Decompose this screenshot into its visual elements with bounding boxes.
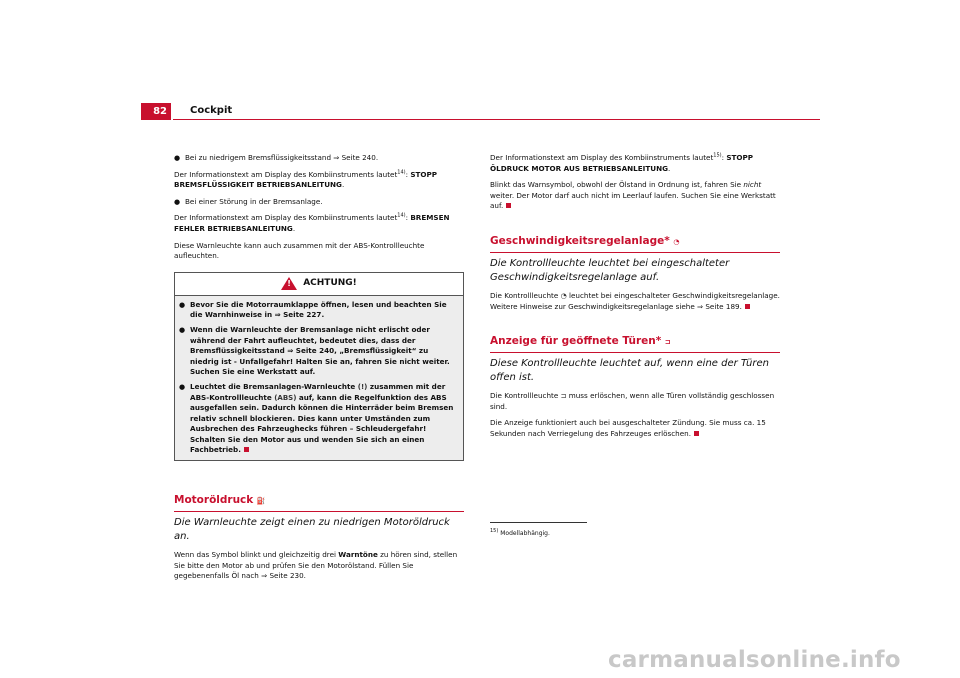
right-column xyxy=(490,153,780,446)
oil-can-icon: ⛽ xyxy=(256,497,266,506)
heading-oil-pressure: Motoröldruck ⛽ xyxy=(174,493,464,512)
header-rule xyxy=(173,119,820,120)
bullet-low-brake-fluid: ● Bei zu niedrigem Bremsflüssigkeitsstand ⇒ Seite 240. xyxy=(174,153,464,164)
warning-triangle-icon xyxy=(281,277,297,290)
heading-open-doors: Anzeige für geöffnete Türen* ⊐ xyxy=(490,334,780,353)
left-column xyxy=(174,153,464,588)
cruise-control-text: Die Kontrollleuchte ◔ leuchtet bei eingeschalteter Geschwindigkeitsregelanlage. Weitere Hinweise zur Geschwindigkeitsregelanlage siehe ⇒ Seite 189. xyxy=(490,290,780,311)
watermark: carmanualsonline.info xyxy=(608,647,901,673)
oil-pressure-text: Wenn das Symbol blinkt und gleichzeitig drei Warntöne zu hören sind, stellen Sie bitte den Motor ab und prüfen Sie den Motorölstand. Füllen Sie gegebenenfalls Öl nach ⇒ Seite 230. xyxy=(174,550,458,581)
abs-icon: (ABS) xyxy=(274,393,297,402)
warning-title: ACHTUNG! xyxy=(303,278,357,289)
open-door-car-icon: ⊐ xyxy=(664,338,671,347)
warning-bullet-hood: ● Bevor Sie die Motorraumklappe öffnen, lesen und beachten Sie die Warnhinweise in ⇒ Seite 227. xyxy=(179,300,459,321)
section-end-mark xyxy=(745,304,750,309)
open-doors-text: Die Kontrollleuchte ⊐ muss erlöschen, wenn alle Türen vollständig geschlossen sind. xyxy=(490,391,775,411)
subheading-open-doors: Diese Kontrollleuchte leuchtet auf, wenn eine der Türen offen ist. xyxy=(490,358,769,384)
page-number: 82 xyxy=(141,103,171,120)
speedometer-icon: ◔ xyxy=(673,237,680,246)
info-text-oil-pressure: Der Informationstext am Display des Kombiinstruments lautet$^{15)}$: STOPP ÖLDRUCK MOTOR AUS BETRIEBSANLEITUNG. xyxy=(490,152,754,173)
chapter-title: Cockpit xyxy=(190,105,233,116)
section-end-mark xyxy=(694,431,699,436)
warning-box xyxy=(174,272,464,461)
oil-blinking-note: Blinkt das Warnsymbol, obwohl der Ölstand in Ordnung ist, fahren Sie nicht weiter. Der Motor darf auch nicht im Leerlauf laufen. Suchen Sie eine Werkstatt auf. xyxy=(490,180,776,211)
info-text-brake-fault: Der Informationstext am Display des Kombiinstruments lautet$^{14)}$: BREMSEN FEHLER BETRIEBSANLEITUNG. xyxy=(174,212,450,233)
heading-cruise-control: Geschwindigkeitsregelanlage* ◔ xyxy=(490,234,780,253)
subheading-oil-pressure: Die Warnleuchte zeigt einen zu niedrigen Motoröldruck an. xyxy=(174,517,450,543)
footnote: $^{15)}$ Modellabhängig. xyxy=(490,528,550,537)
warning-bullet-brake-light: ● Wenn die Warnleuchte der Bremsanlage nicht erlischt oder während der Fahrt aufleuchtet, bedeutet dies, dass der Bremsflüssigkeitsstand ⇒ Seite 240, „Bremsflüssigkeit“ zu niedrig ist - Unfallgefahr! Halten Sie an, fahren Sie nicht weiter. Suchen Sie eine Werkstatt auf. xyxy=(179,325,459,378)
open-door-car-icon: ⊐ xyxy=(560,392,567,401)
warning-header xyxy=(175,273,463,296)
open-doors-ignition-note: Die Anzeige funktioniert auch bei ausgeschalteter Zündung. Sie muss ca. 15 Sekunden nach Verriegelung des Fahrzeuges erlöschen. xyxy=(490,418,766,438)
abs-note: Diese Warnleuchte kann auch zusammen mit der ABS-Kontrollleuchte aufleuchten. xyxy=(174,240,425,261)
footnote-rule xyxy=(490,522,587,523)
section-end-mark xyxy=(244,447,249,452)
warning-bullet-abs: ● Leuchtet die Bremsanlagen-Warnleuchte (!) zusammen mit der ABS-Kontrollleuchte (ABS) auf, kann die Regelfunktion des ABS ausgefallen sein. Dadurch können die Hinterräder beim Bremsen relativ schnell blockieren. Dies kann unter Umständen zum Ausbrechen des Fahrzeughecks führen – Schleudergefahr! Schalten Sie den Motor aus und wenden Sie sich an einen Fachbetrieb. xyxy=(179,382,459,456)
subheading-cruise-control: Die Kontrollleuchte leuchtet bei eingeschalteter Geschwindigkeitsregelanlage auf. xyxy=(490,257,730,283)
section-end-mark xyxy=(506,203,511,208)
brake-warning-icon: (!) xyxy=(357,382,368,391)
speedometer-icon: ◔ xyxy=(560,291,567,300)
info-text-brake-fluid: Der Informationstext am Display des Kombiinstruments lautet$^{14)}$: STOPP BREMSFLÜSSIGKEIT BETRIEBSANLEITUNG. xyxy=(174,169,438,190)
bullet-brake-fault: ● Bei einer Störung in der Bremsanlage. xyxy=(174,197,464,208)
